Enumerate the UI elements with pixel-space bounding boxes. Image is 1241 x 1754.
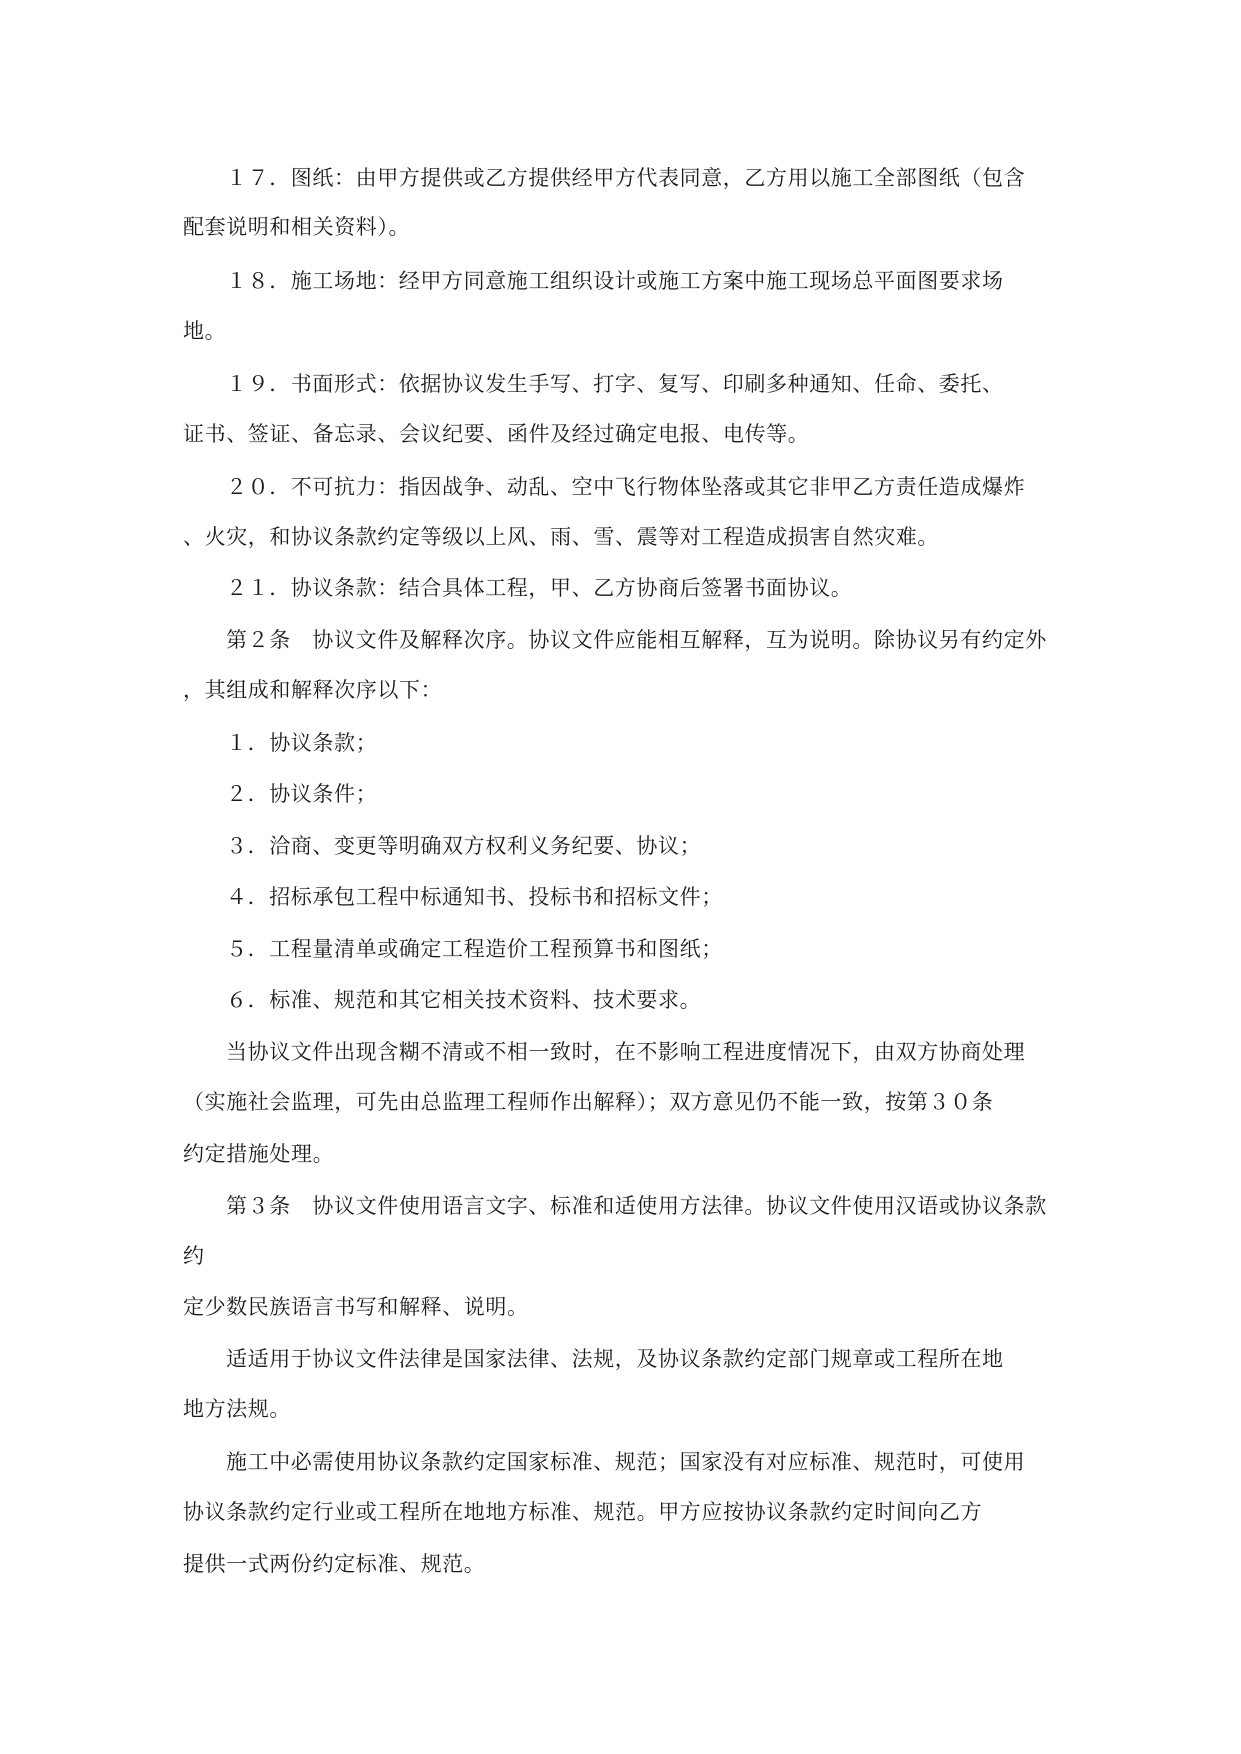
text-line-ambiguity: 当协议文件出现含糊不清或不相一致时，在不影响工程进度情况下，由双方协商处理: [226, 1040, 1026, 1064]
list-item-4: ４．招标承包工程中标通知书、投标书和招标文件；: [226, 885, 723, 909]
text-line-standards-cont2: 提供一式两份约定标准、规范。: [183, 1552, 486, 1576]
list-item-5: ５．工程量清单或确定工程造价工程预算书和图纸；: [226, 937, 723, 961]
text-line-item19-cont: 证书、签证、备忘录、会议纪要、函件及经过确定电报、电传等。: [183, 422, 810, 446]
list-item-1: １．协议条款；: [226, 731, 378, 755]
text-line-article3-cont2: 定少数民族语言书写和解释、说明。: [183, 1295, 529, 1319]
text-line-item18-cont: 地。: [183, 319, 227, 343]
text-line-item17: １７．图纸：由甲方提供或乙方提供经甲方代表同意，乙方用以施工全部图纸（包含: [226, 166, 1026, 190]
text-line-standards-cont: 协议条款约定行业或工程所在地地方标准、规范。甲方应按协议条款约定时间向乙方: [183, 1500, 983, 1524]
text-line-article3-cont: 约: [183, 1244, 205, 1268]
text-line-item18: １８．施工场地：经甲方同意施工组织设计或施工方案中施工现场总平面图要求场: [226, 269, 1004, 293]
text-line-laws-cont: 地方法规。: [183, 1397, 291, 1421]
text-line-standards: 施工中必需使用协议条款约定国家标准、规范；国家没有对应标准、规范时，可使用: [226, 1450, 1026, 1474]
text-line-item21: ２１．协议条款：结合具体工程，甲、乙方协商后签署书面协议。: [226, 576, 853, 600]
list-item-3: ３．洽商、变更等明确双方权利义务纪要、协议；: [226, 834, 702, 858]
text-line-article2-cont: ，其组成和解释次序以下：: [183, 678, 443, 702]
text-line-ambiguity-cont: （实施社会监理，可先由总监理工程师作出解释）；双方意见仍不能一致，按第３０条: [183, 1090, 994, 1114]
text-line-item19: １９．书面形式：依据协议发生手写、打字、复写、印刷多种通知、任命、委托、: [226, 372, 1004, 396]
list-item-2: ２．协议条件；: [226, 782, 378, 806]
text-line-item17-cont: 配套说明和相关资料）。: [183, 215, 411, 239]
list-item-6: ６．标准、规范和其它相关技术资料、技术要求。: [226, 988, 702, 1012]
text-line-article2: 第２条 协议文件及解释次序。协议文件应能相互解释，互为说明。除协议另有约定外: [226, 628, 1047, 652]
text-line-item20-cont: 、火灾，和协议条款约定等级以上风、雨、雪、震等对工程造成损害自然灾难。: [183, 525, 939, 549]
text-line-article3: 第３条 协议文件使用语言文字、标准和适使用方法律。协议文件使用汉语或协议条款: [226, 1194, 1047, 1218]
text-line-ambiguity-cont2: 约定措施处理。: [183, 1142, 335, 1166]
text-line-item20: ２０．不可抗力：指因战争、动乱、空中飞行物体坠落或其它非甲乙方责任造成爆炸: [226, 475, 1026, 499]
text-line-laws: 适适用于协议文件法律是国家法律、法规，及协议条款约定部门规章或工程所在地: [226, 1347, 1004, 1371]
